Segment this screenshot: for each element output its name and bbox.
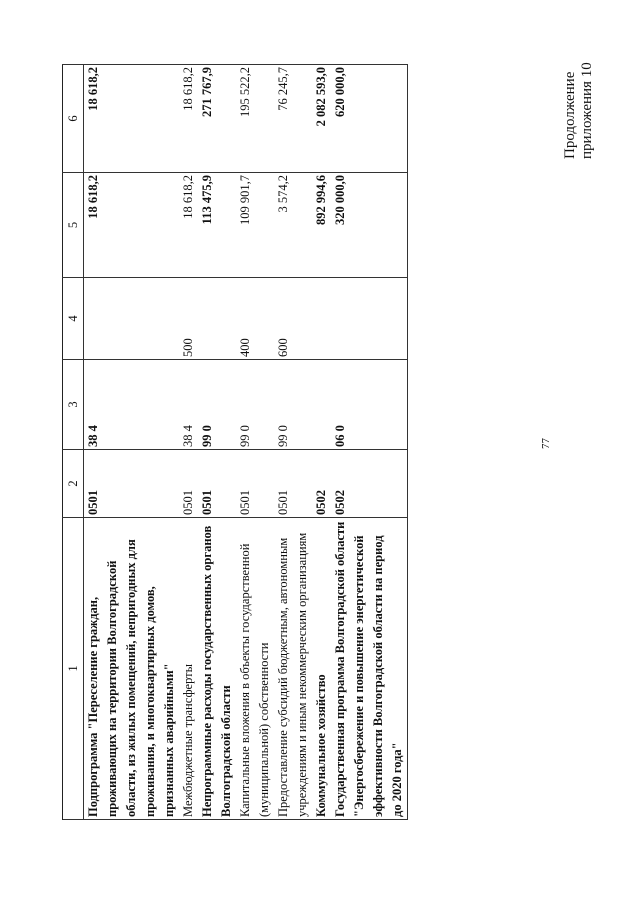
amount-col6: 195 522,2 <box>236 65 274 173</box>
row-name: Капитальные вложения в объекты государственной (муниципальной) собственности <box>236 518 274 820</box>
section-code: 0501 <box>84 450 180 518</box>
section-code: 0501 <box>179 450 198 518</box>
table-row <box>198 65 236 820</box>
amount-col6: 271 767,9 <box>198 65 236 173</box>
section-code: 0502 <box>312 450 331 518</box>
expense-type: 600 <box>274 278 312 360</box>
program-code: 99 0 <box>274 360 312 450</box>
column-header: 6 <box>63 65 84 173</box>
expense-type <box>312 278 331 360</box>
section-code: 0501 <box>274 450 312 518</box>
expense-type <box>84 278 180 360</box>
amount-col5: 18 618,2 <box>179 173 198 278</box>
column-header: 3 <box>63 360 84 450</box>
amount-col5: 113 475,9 <box>198 173 236 278</box>
section-code: 0501 <box>236 450 274 518</box>
table-row <box>274 65 312 820</box>
row-name: Подпрограмма "Переселение граждан, проживающих на территории Волгоградской области, из жилых помещений, непригодных для проживания, и многоквартирных домов, признанных аварийными" <box>84 518 180 820</box>
table-row <box>84 65 180 820</box>
amount-col6: 2 082 593,0 <box>312 65 331 173</box>
column-header: 2 <box>63 450 84 518</box>
table-row <box>312 65 331 820</box>
table-row <box>236 65 274 820</box>
amount-col5: 892 994,6 <box>312 173 331 278</box>
amount-col6: 18 618,2 <box>179 65 198 173</box>
page-number: 77 <box>540 438 552 449</box>
section-code: 0501 <box>198 450 236 518</box>
amount-col5: 109 901,7 <box>236 173 274 278</box>
column-header: 1 <box>63 518 84 820</box>
amount-col5: 320 000,0 <box>331 173 408 278</box>
amount-col5: 18 618,2 <box>84 173 180 278</box>
table-row <box>331 65 408 820</box>
row-name: Государственная программа Волгоградской области "Энергосбережение и повышение энергетической эффективности Волгоградской области на период до 2020 года" <box>331 518 408 820</box>
program-code: 99 0 <box>236 360 274 450</box>
row-name: Коммунальное хозяйство <box>312 518 331 820</box>
table-row <box>179 65 198 820</box>
program-code: 99 0 <box>198 360 236 450</box>
amount-col6: 76 245,7 <box>274 65 312 173</box>
expense-type: 500 <box>179 278 198 360</box>
budget-table <box>62 64 408 820</box>
column-header: 4 <box>63 278 84 360</box>
amount-col6: 18 618,2 <box>84 65 180 173</box>
row-name: Предоставление субсидий бюджетным, автономным учреждениям и иным некоммерческим организациям <box>274 518 312 820</box>
section-code: 0502 <box>331 450 408 518</box>
expense-type <box>198 278 236 360</box>
row-name: Непрограммные расходы государственных органов Волгоградской области <box>198 518 236 820</box>
expense-type <box>331 278 408 360</box>
row-name: Межбюджетные трансферты <box>179 518 198 820</box>
continuation-note: Продолжение приложения 10 <box>562 62 595 159</box>
amount-col5: 3 574,2 <box>274 173 312 278</box>
program-code <box>312 360 331 450</box>
amount-col6: 620 000,0 <box>331 65 408 173</box>
column-number-row <box>63 65 84 820</box>
program-code: 38 4 <box>179 360 198 450</box>
column-header: 5 <box>63 173 84 278</box>
expense-type: 400 <box>236 278 274 360</box>
program-code: 06 0 <box>331 360 408 450</box>
program-code: 38 4 <box>84 360 180 450</box>
